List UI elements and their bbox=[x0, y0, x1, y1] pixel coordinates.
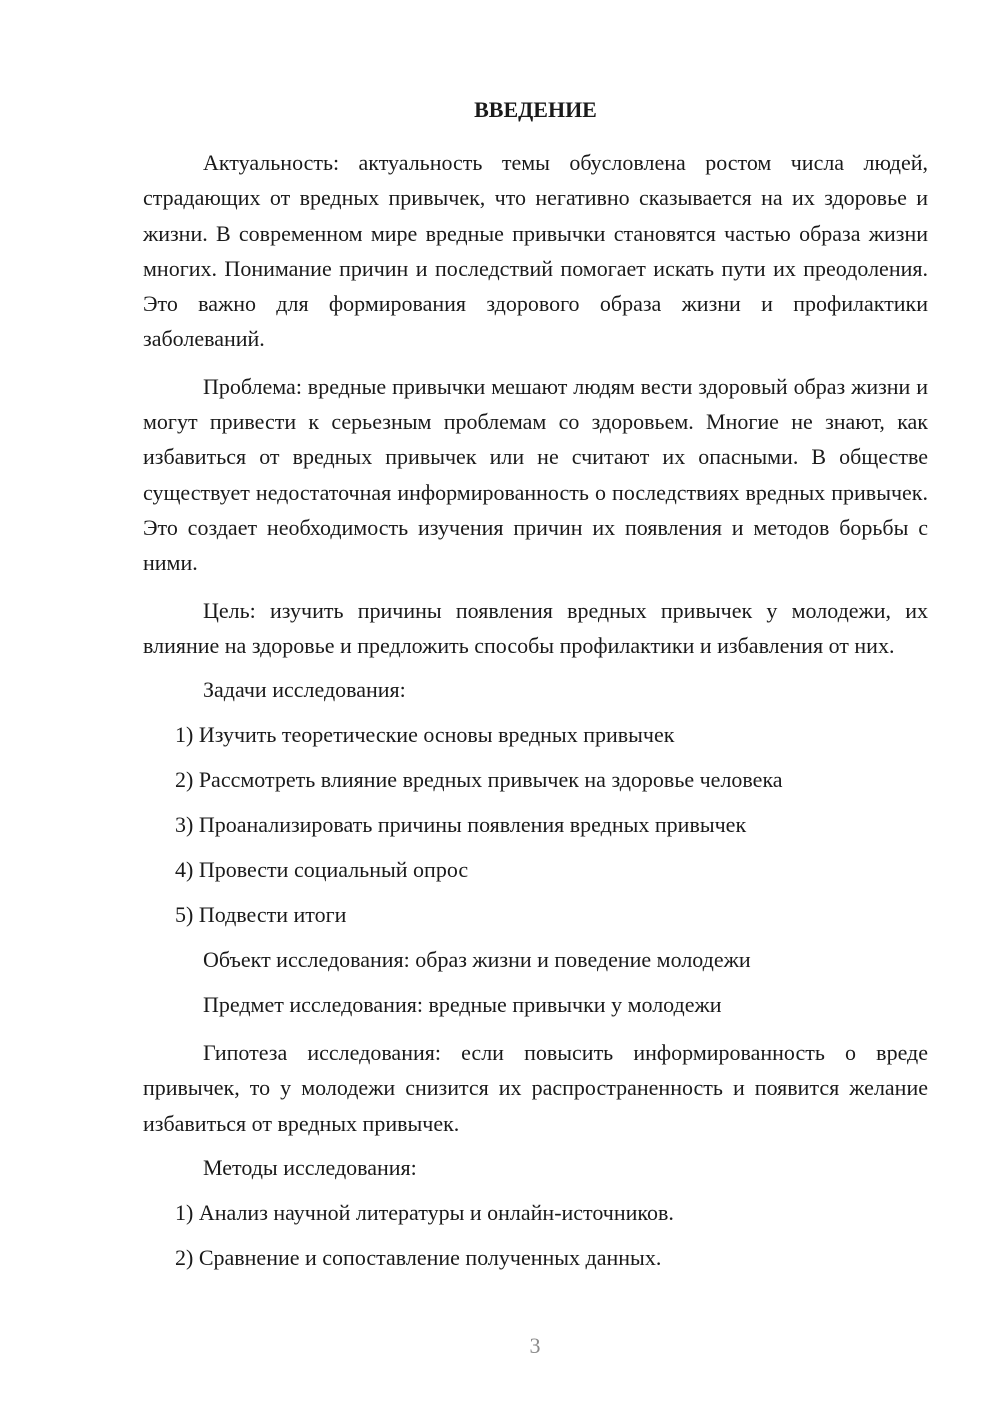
method-item: 2) Сравнение и сопоставление полученных данных. bbox=[175, 1245, 662, 1271]
task-item: 3) Проанализировать причины появления вредных привычек bbox=[175, 812, 747, 838]
object-line: Объект исследования: образ жизни и поведение молодежи bbox=[203, 947, 751, 973]
document-page bbox=[143, 95, 928, 1288]
method-item: 1) Анализ научной литературы и онлайн-источников. bbox=[175, 1200, 674, 1226]
goal-paragraph: Цель: изучить причины появления вредных привычек у молодежи, их влияние на здоровье и предложить способы профилактики и избавления от них. bbox=[143, 597, 928, 658]
subject-line: Предмет исследования: вредные привычки у молодежи bbox=[203, 992, 722, 1018]
methods-heading: Методы исследования: bbox=[203, 1155, 417, 1181]
task-item: 4) Провести социальный опрос bbox=[175, 857, 469, 883]
section-title: ВВЕДЕНИЕ bbox=[474, 97, 597, 122]
hypothesis-paragraph: Гипотеза исследования: если повысить информированность о вреде привычек, то у молодежи снизится их распространенность и появится желание избавиться от вредных привычек. bbox=[143, 1040, 928, 1136]
relevance-paragraph: Актуальность: актуальность темы обусловлена ростом числа людей, страдающих от вредных привычек, что негативно сказывается на их здоровье и жизни. В современном мире вредные привычки становятся частью образа жизни многих. Понимание причин и последствий помогает искать пути их преодоления. Это важно для формирования здорового образа жизни и профилактики заболеваний. bbox=[143, 150, 928, 352]
task-item: 2) Рассмотреть влияние вредных привычек на здоровье человека bbox=[175, 767, 783, 793]
problem-paragraph: Проблема: вредные привычки мешают людям вести здоровый образ жизни и могут привести к серьезным проблемам со здоровьем. Многие не знают, как избавиться от вредных привычек или не считают их опасными. В обществе существует недостаточная информированность о последствиях вредных привычек. Это создает необходимость изучения причин их появления и методов борьбы с ними. bbox=[143, 373, 928, 576]
task-item: 5) Подвести итоги bbox=[175, 902, 347, 928]
task-item: 1) Изучить теоретические основы вредных привычек bbox=[175, 722, 675, 748]
tasks-heading: Задачи исследования: bbox=[203, 677, 406, 703]
page-number: 3 bbox=[529, 1333, 541, 1358]
